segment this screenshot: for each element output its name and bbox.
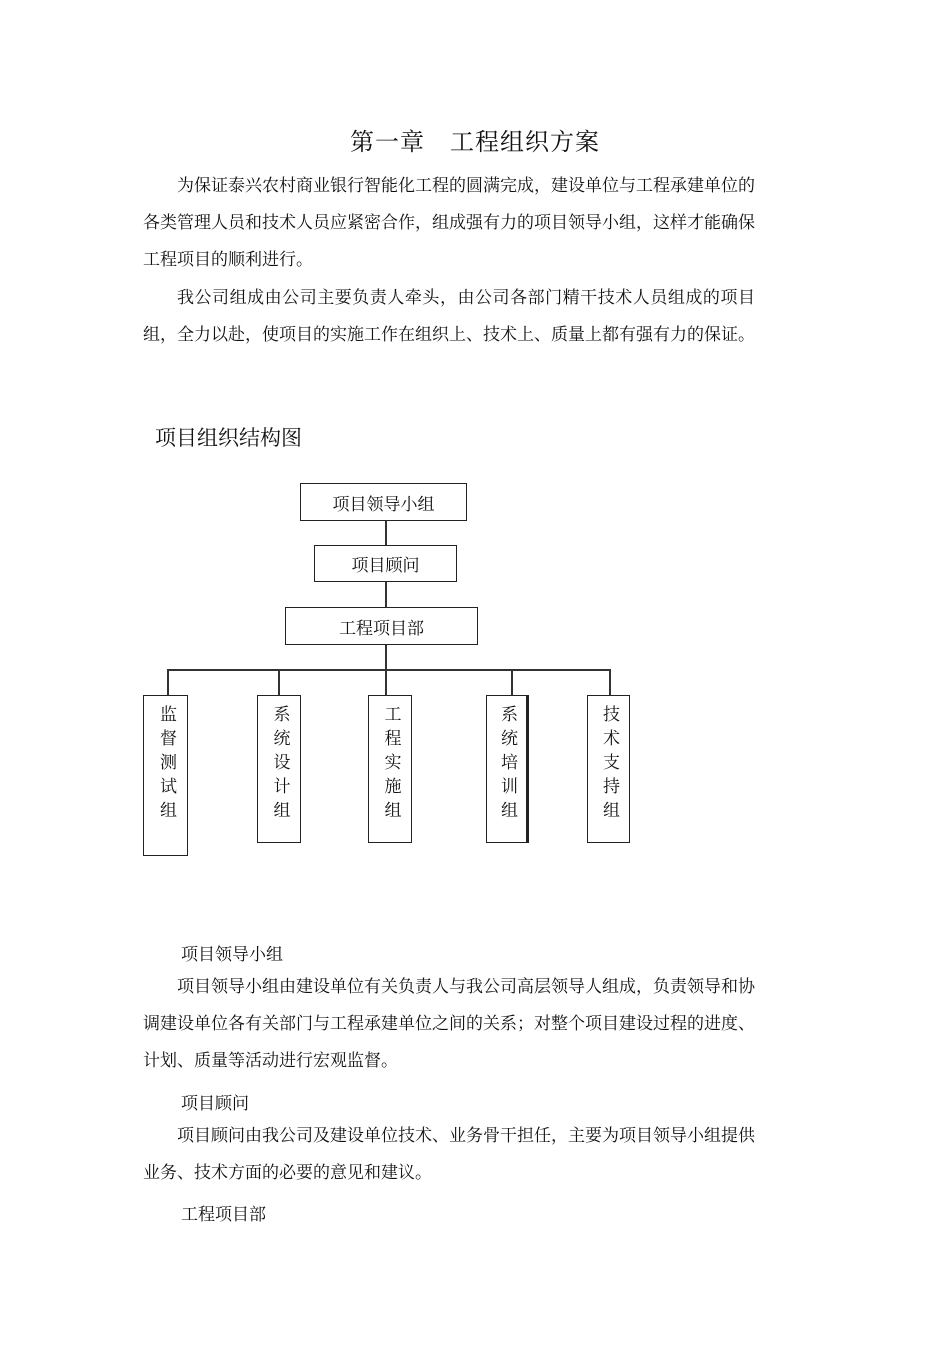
connector-drop-2 xyxy=(278,669,280,696)
org-box-group-2 xyxy=(257,695,301,843)
intro-paragraph-1: 为保证泰兴农村商业银行智能化工程的圆满完成，建设单位与工程承建单位的各类管理人员和技术人员应紧密合作，组成强有力的项目领导小组，这样才能确保工程项目的顺利进行。 xyxy=(143,176,755,270)
org-box-label: 项目顾问 xyxy=(351,556,420,576)
org-group-label: 系统培训组 xyxy=(497,705,517,825)
desc-heading-project-dept: 工程项目部 xyxy=(181,1205,266,1225)
org-group-label: 技术支持组 xyxy=(599,705,619,825)
connector-top xyxy=(385,520,387,546)
org-group-label: 监督测试组 xyxy=(156,705,176,825)
connector-drop-1 xyxy=(167,669,169,696)
desc-heading-advisor: 项目顾问 xyxy=(181,1094,249,1114)
desc-text-advisor: 项目顾问由我公司及建设单位技术、业务骨干担任，主要为项目领导小组提供业务、技术方面的必要的意见和建议。 xyxy=(143,1126,755,1183)
connector-drop-4 xyxy=(511,669,513,696)
intro-paragraph-2: 我公司组成由公司主要负责人牵头，由公司各部门精干技术人员组成的项目组，全力以赴，使项目的实施工作在组织上、技术上、质量上都有强有力的保证。 xyxy=(143,288,755,345)
connector-drop-5 xyxy=(609,669,611,696)
connector-trunk xyxy=(385,644,387,670)
org-box-label: 工程项目部 xyxy=(339,618,424,639)
org-box-group-1 xyxy=(143,695,188,856)
org-box-group-5 xyxy=(587,695,630,843)
org-box-group-3 xyxy=(368,695,412,843)
desc-text-leadership: 项目领导小组由建设单位有关负责人与我公司高层领导人组成，负责领导和协调建设单位各有关部门与工程承建单位之间的关系；对整个项目建设过程的进度、计划、质量等活动进行宏观监督。 xyxy=(143,977,755,1071)
org-group-label: 工程实施组 xyxy=(380,705,401,825)
org-box-leadership xyxy=(300,483,467,521)
org-box-label: 项目领导小组 xyxy=(332,494,435,515)
section-title: 项目组织结构图 xyxy=(155,426,302,450)
connector-horizontal xyxy=(167,669,610,671)
connector-mid xyxy=(385,581,387,608)
org-box-advisor xyxy=(314,545,457,582)
connector-drop-3 xyxy=(385,669,387,696)
desc-heading-leadership: 项目领导小组 xyxy=(181,945,283,965)
chapter-title: 第一章 工程组织方案 xyxy=(350,128,600,156)
org-box-project-dept xyxy=(285,607,478,645)
org-box-group-4 xyxy=(486,695,529,843)
org-group-label: 系统设计组 xyxy=(269,705,290,825)
